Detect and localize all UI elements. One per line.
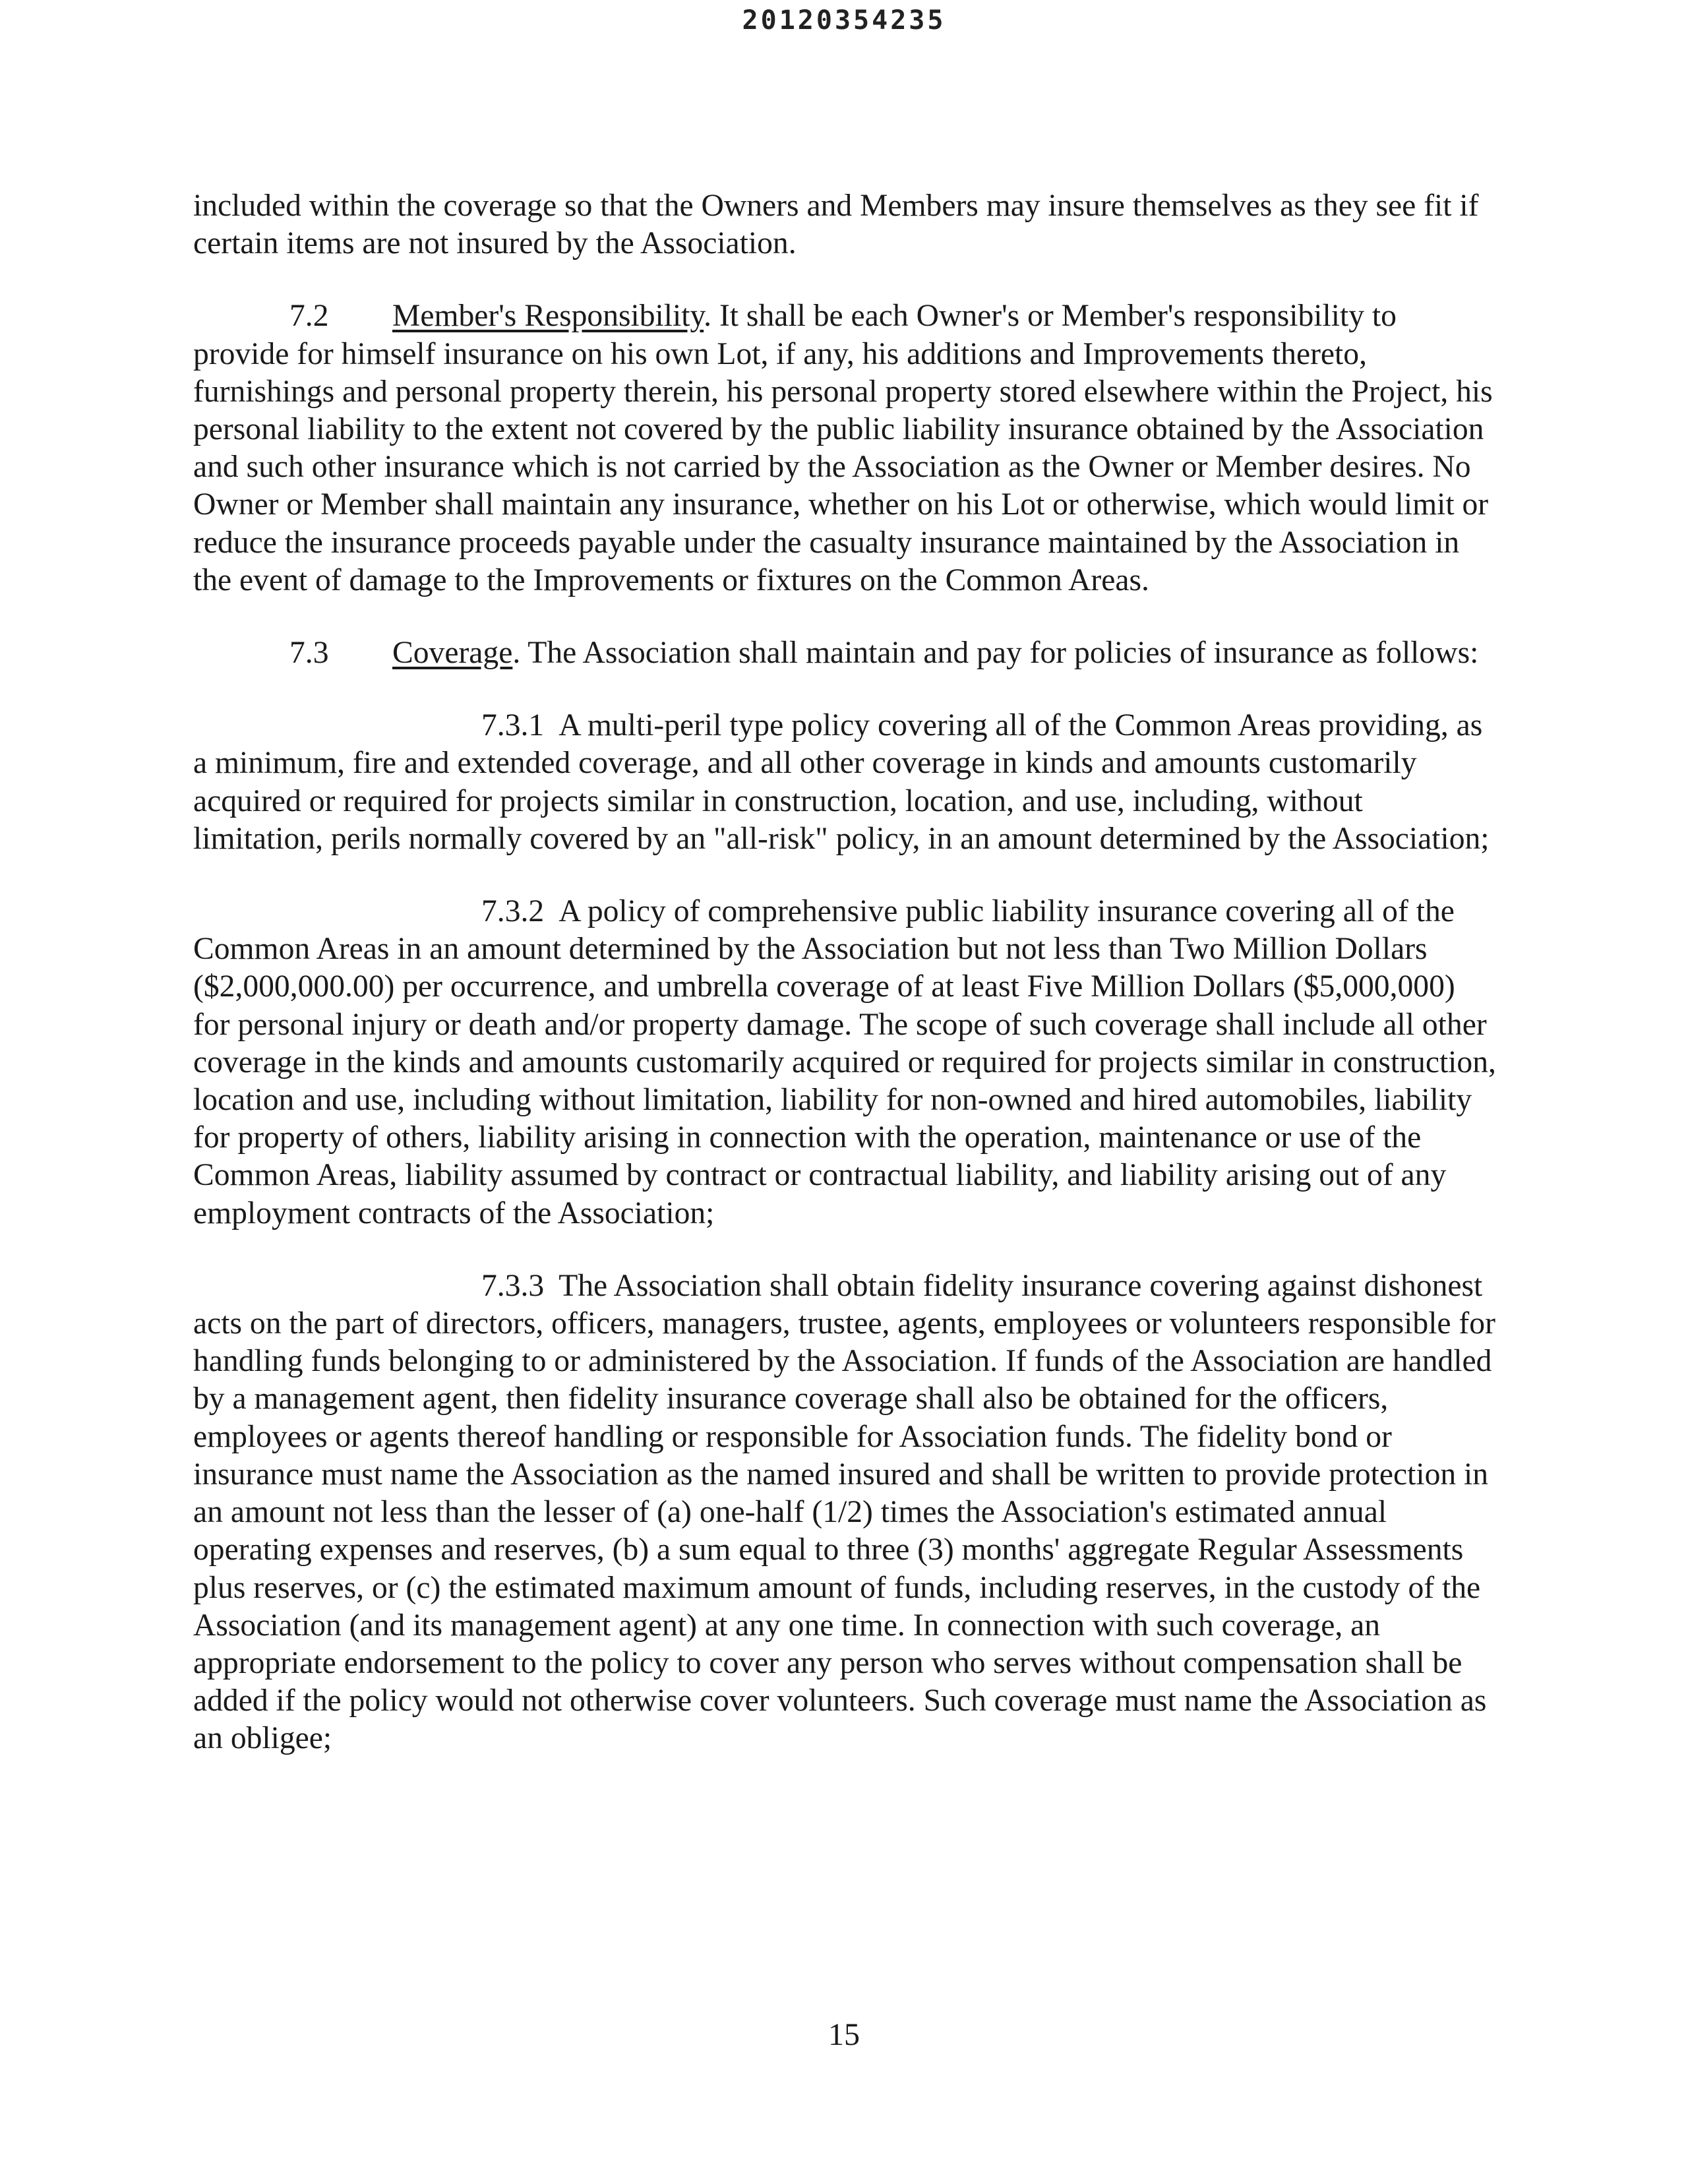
paragraph-7-3-3 xyxy=(193,1267,1499,1758)
section-heading: Coverage xyxy=(392,636,513,671)
subsection-number: 7.3.3 xyxy=(481,1268,545,1303)
subsection-text: A multi-peril type policy covering all of the Common Areas providing, as a minimum, fire and extended coverage, and all other coverage in kinds and amounts customarily acquired or required for projects similar in construction, location, and use, including, without limitation, perils normally covered by an "all-risk" policy, in an amount determined by the Association; xyxy=(193,708,1490,856)
subsection-text: A policy of comprehensive public liability insurance covering all of the Common Areas in an amount determined by the Association but not less than Two Million Dollars ($2,000,000.00) per occurrence, and umbrella coverage of at least Five Million Dollars ($5,000,000) for personal injury or death and/or property damage. The scope of such coverage shall include all other coverage in the kinds and amounts customarily acquired or required for projects similar in construction, location and use, including without limitation, liability for non-owned and hired automobiles, liability for property of others, liability arising in connection with the operation, maintenance or use of the Common Areas, liability assumed by contract or contractual liability, and liability arising out of any employment contracts of the Association; xyxy=(193,894,1496,1230)
document-body xyxy=(193,187,1499,1793)
paragraph-7-3 xyxy=(193,634,1499,672)
subsection-number: 7.3.2 xyxy=(481,894,545,929)
section-number: 7.2 xyxy=(289,299,329,334)
document-number: 20120354235 xyxy=(742,5,946,36)
section-text: . It shall be each Owner's or Member's responsibility to provide for himself insurance on his own Lot, if any, his additions and Improvements thereto, furnishings and personal property therein, his personal property stored elsewhere within the Project, his personal liability to the extent not covered by the public liability insurance obtained by the Association and such other insurance which is not carried by the Association as the Owner or Member desires. No Owner or Member shall maintain any insurance, whether on his Lot or otherwise, which would limit or reduce the insurance proceeds payable under the casualty insurance maintained by the Association in the event of damage to the Improvements or fixtures on the Common Areas. xyxy=(193,299,1493,597)
subsection-number: 7.3.1 xyxy=(481,708,545,743)
page-number: 15 xyxy=(828,2017,860,2052)
section-text: . The Association shall maintain and pay for policies of insurance as follows: xyxy=(512,636,1479,671)
paragraph-7-2 xyxy=(193,297,1499,599)
subsection-text: The Association shall obtain fidelity insurance covering against dishonest acts on the part of directors, officers, managers, trustee, agents, employees or volunteers responsible for handling funds belonging to or administered by the Association. If funds of the Association are handled by a management agent, then fidelity insurance coverage shall also be obtained for the officers, employees or agents thereof handling or responsible for Association funds. The fidelity bond or insurance must name the Association as the named insured and shall be written to provide protection in an amount not less than the lesser of (a) one-half (1/2) times the Association's estimated annual operating expenses and reserves, (b) a sum equal to three (3) months' aggregate Regular Assessments plus reserves, or (c) the estimated maximum amount of funds, including reserves, in the custody of the Association (and its management agent) at any one time. In connection with such coverage, an appropriate endorsement to the policy to cover any person who serves without compensation shall be added if the policy would not otherwise cover volunteers. Such coverage must name the Association as an obligee; xyxy=(193,1268,1495,1756)
section-number: 7.3 xyxy=(289,636,329,671)
paragraph-7-3-1 xyxy=(193,707,1499,858)
section-heading: Member's Responsibility xyxy=(392,299,704,334)
paragraph-7-3-2 xyxy=(193,893,1499,1232)
paragraph-continuation: included within the coverage so that the Owners and Members may insure themselves as they see fit if certain items are not insured by the Association. xyxy=(193,189,1479,261)
